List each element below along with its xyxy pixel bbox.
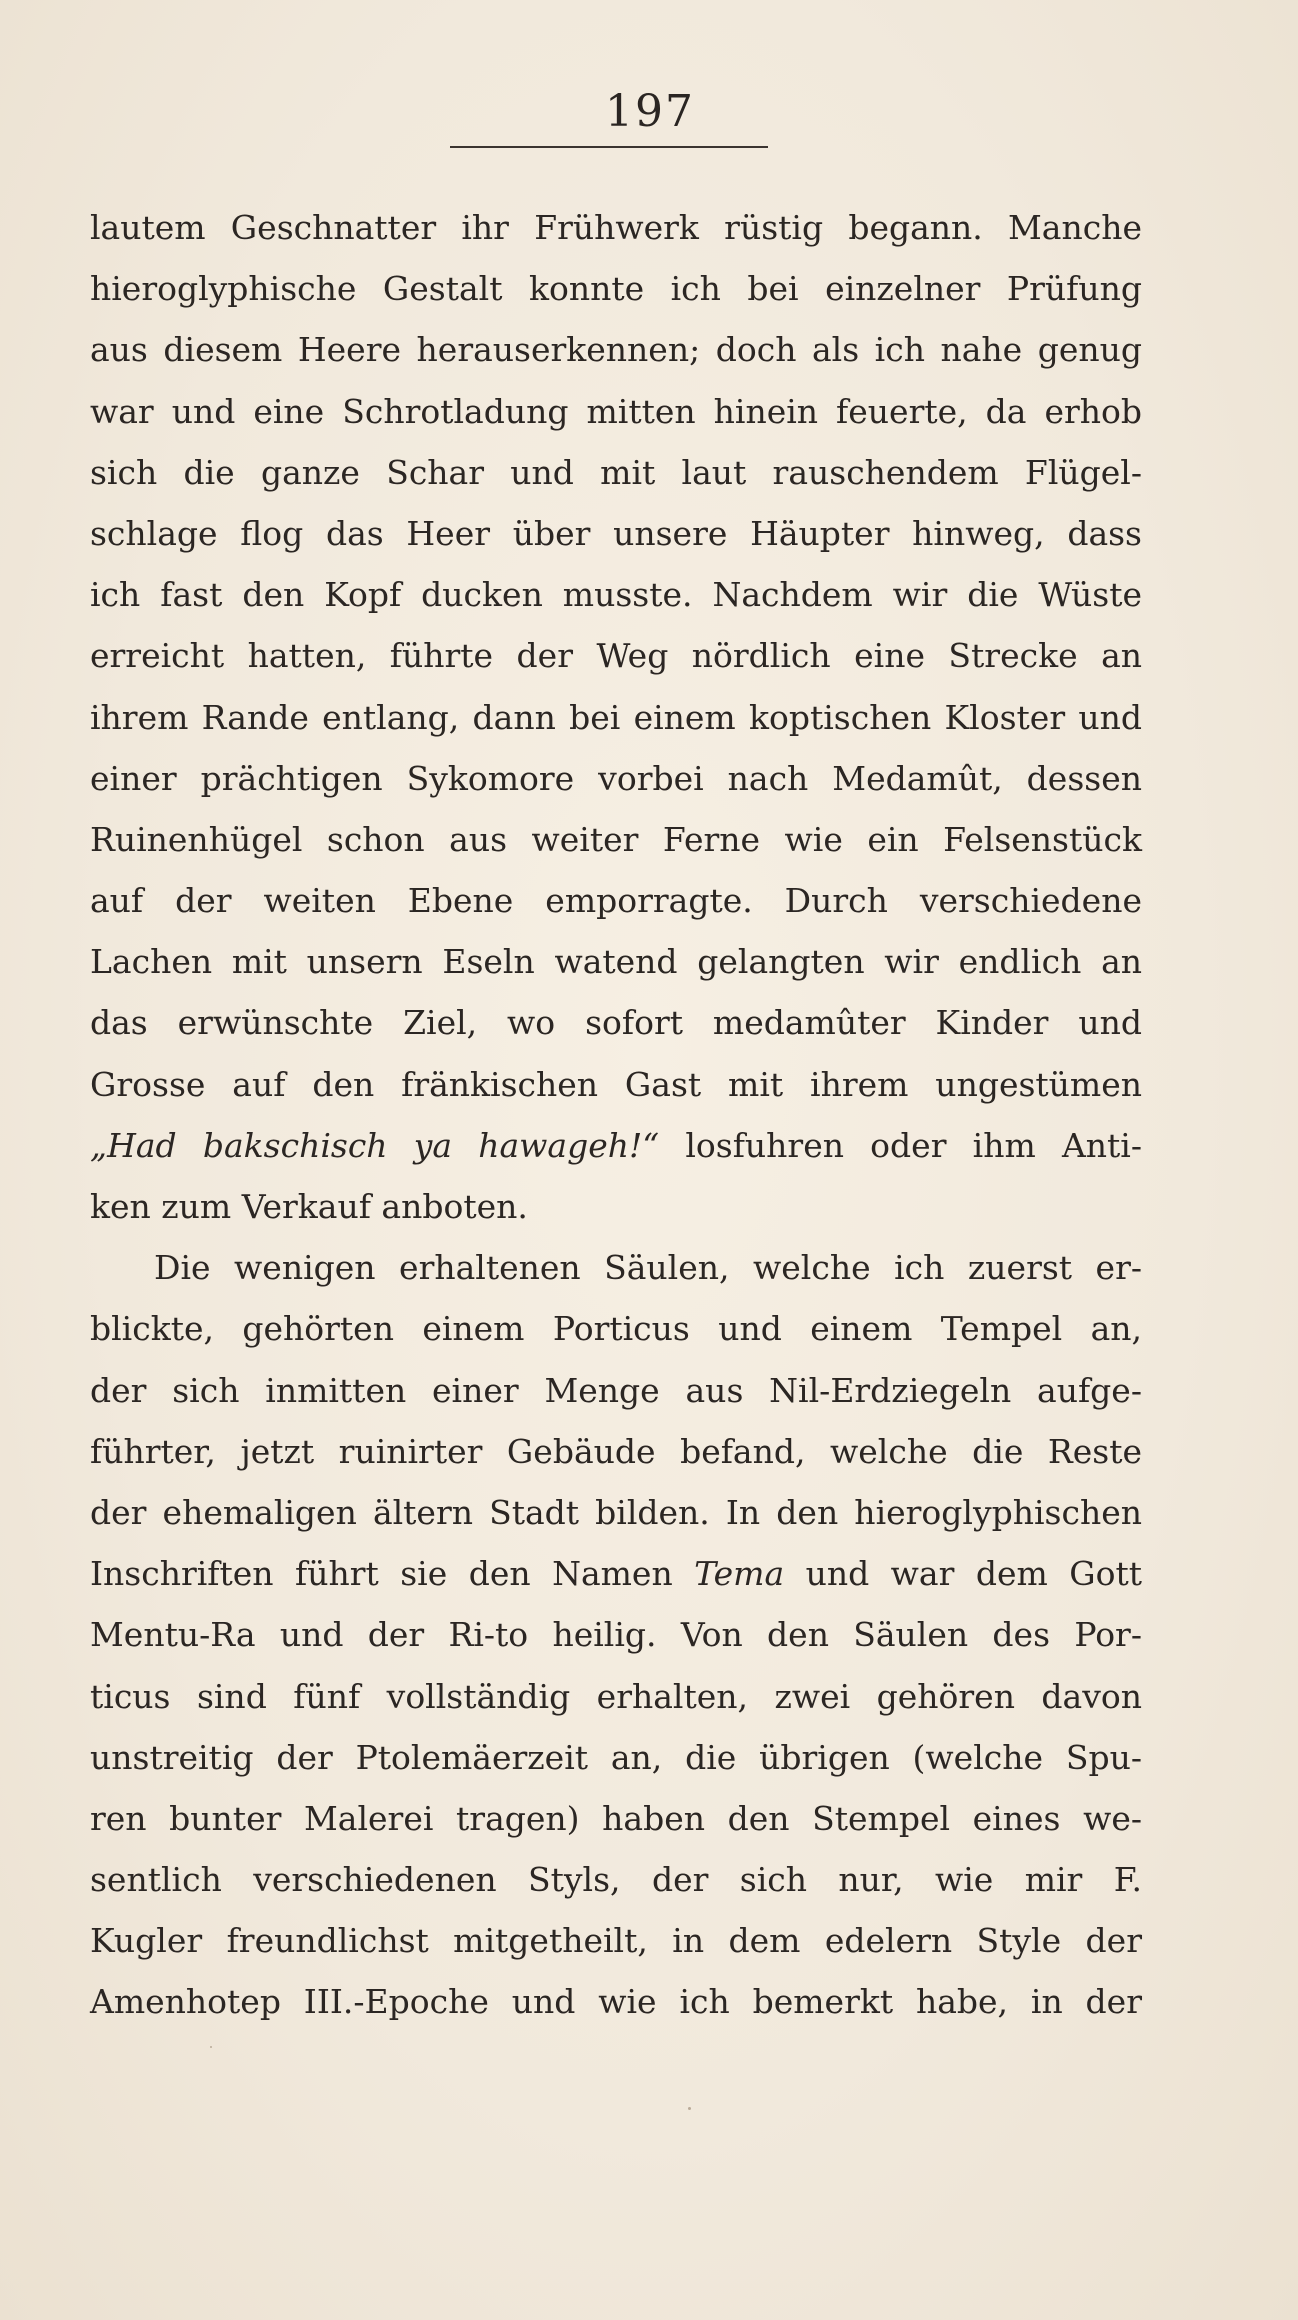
text-line [90,1115,1142,1176]
text-line: ihrem Rande entlang, dann bei einem koptischen Kloster und [90,697,1142,737]
text-line: lautem Geschnatter ihr Frühwerk rüstig begann. Manche [90,208,1142,247]
text-line: ich fast den Kopf ducken musste. Nachdem wir die Wüste [90,575,1142,615]
text-line: sich die ganze Schar und mit laut rauschendem Flügel- [90,452,1142,492]
text-line [90,1543,1142,1604]
italic-word: Tema [694,1554,785,1594]
page-number: 197 [605,86,695,137]
paragraph-start-line: Die wenigen erhaltenen Säulen, welche ich zuerst er- [154,1248,1142,1288]
text-line: Grosse auf den fränkischen Gast mit ihrem ungestümen [90,1064,1142,1104]
text-line: führter, jetzt ruinirter Gebäude befand, welche die Reste [90,1431,1142,1471]
text-line: das erwünschte Ziel, wo sofort medamûter Kinder und [90,1003,1142,1043]
text-line: aus diesem Heere herauserkennen; doch als ich nahe genug [90,330,1142,370]
paragraph-end-line: ken zum Verkauf anboten. [90,1187,528,1226]
text-fragment: Inschriften führt sie den Namen [90,1554,695,1594]
text-line: erreicht hatten, führte der Weg nördlich eine Strecke an [90,636,1142,676]
text-line: der sich inmitten einer Menge aus Nil-Erdziegeln aufge- [90,1370,1142,1410]
paper-speck [688,2107,691,2110]
text-line: war und eine Schrotladung mitten hinein feuerte, da erhob [90,391,1142,431]
text-line: Kugler freundlichst mitgetheilt, in dem edelern Style der [90,1921,1142,1961]
text-line: sentlich verschiedenen Styls, der sich nur, wie mir F. [90,1860,1142,1900]
body-text [90,197,1142,2033]
italic-phrase: „Had bakschisch ya hawageh!“ [90,1125,660,1165]
text-line: Mentu-Ra und der Ri-to heilig. Von den Säulen des Por- [90,1615,1142,1655]
text-line: blickte, gehörten einem Porticus und einem Tempel an, [90,1309,1142,1349]
text-line: auf der weiten Ebene emporragte. Durch verschiedene [90,881,1142,921]
header-rule [450,146,768,148]
text-fragment: losfuhren oder ihm Anti- [659,1125,1143,1165]
text-line: unstreitig der Ptolemäerzeit an, die übrigen (welche Spu- [90,1737,1142,1777]
text-line: hieroglyphische Gestalt konnte ich bei einzelner Prüfung [90,269,1142,309]
text-line: schlage flog das Heer über unsere Häupter hinweg, dass [90,513,1142,553]
text-line: ticus sind fünf vollständig erhalten, zwei gehören davon [90,1676,1142,1716]
paper-speck [210,2046,212,2048]
text-fragment: und war dem Gott [784,1554,1142,1594]
text-line: Ruinenhügel schon aus weiter Ferne wie ein Felsenstück [90,819,1142,859]
text-line: Amenhotep III.-Epoche und wie ich bemerkt habe, in der [90,1982,1142,2022]
text-line: der ehemaligen ältern Stadt bilden. In den hieroglyphischen [90,1492,1142,1532]
text-line: Lachen mit unsern Eseln watend gelangten wir endlich an [90,942,1142,982]
text-line: einer prächtigen Sykomore vorbei nach Medamût, dessen [90,758,1142,798]
text-line: ren bunter Malerei tragen) haben den Stempel eines we- [90,1798,1142,1838]
